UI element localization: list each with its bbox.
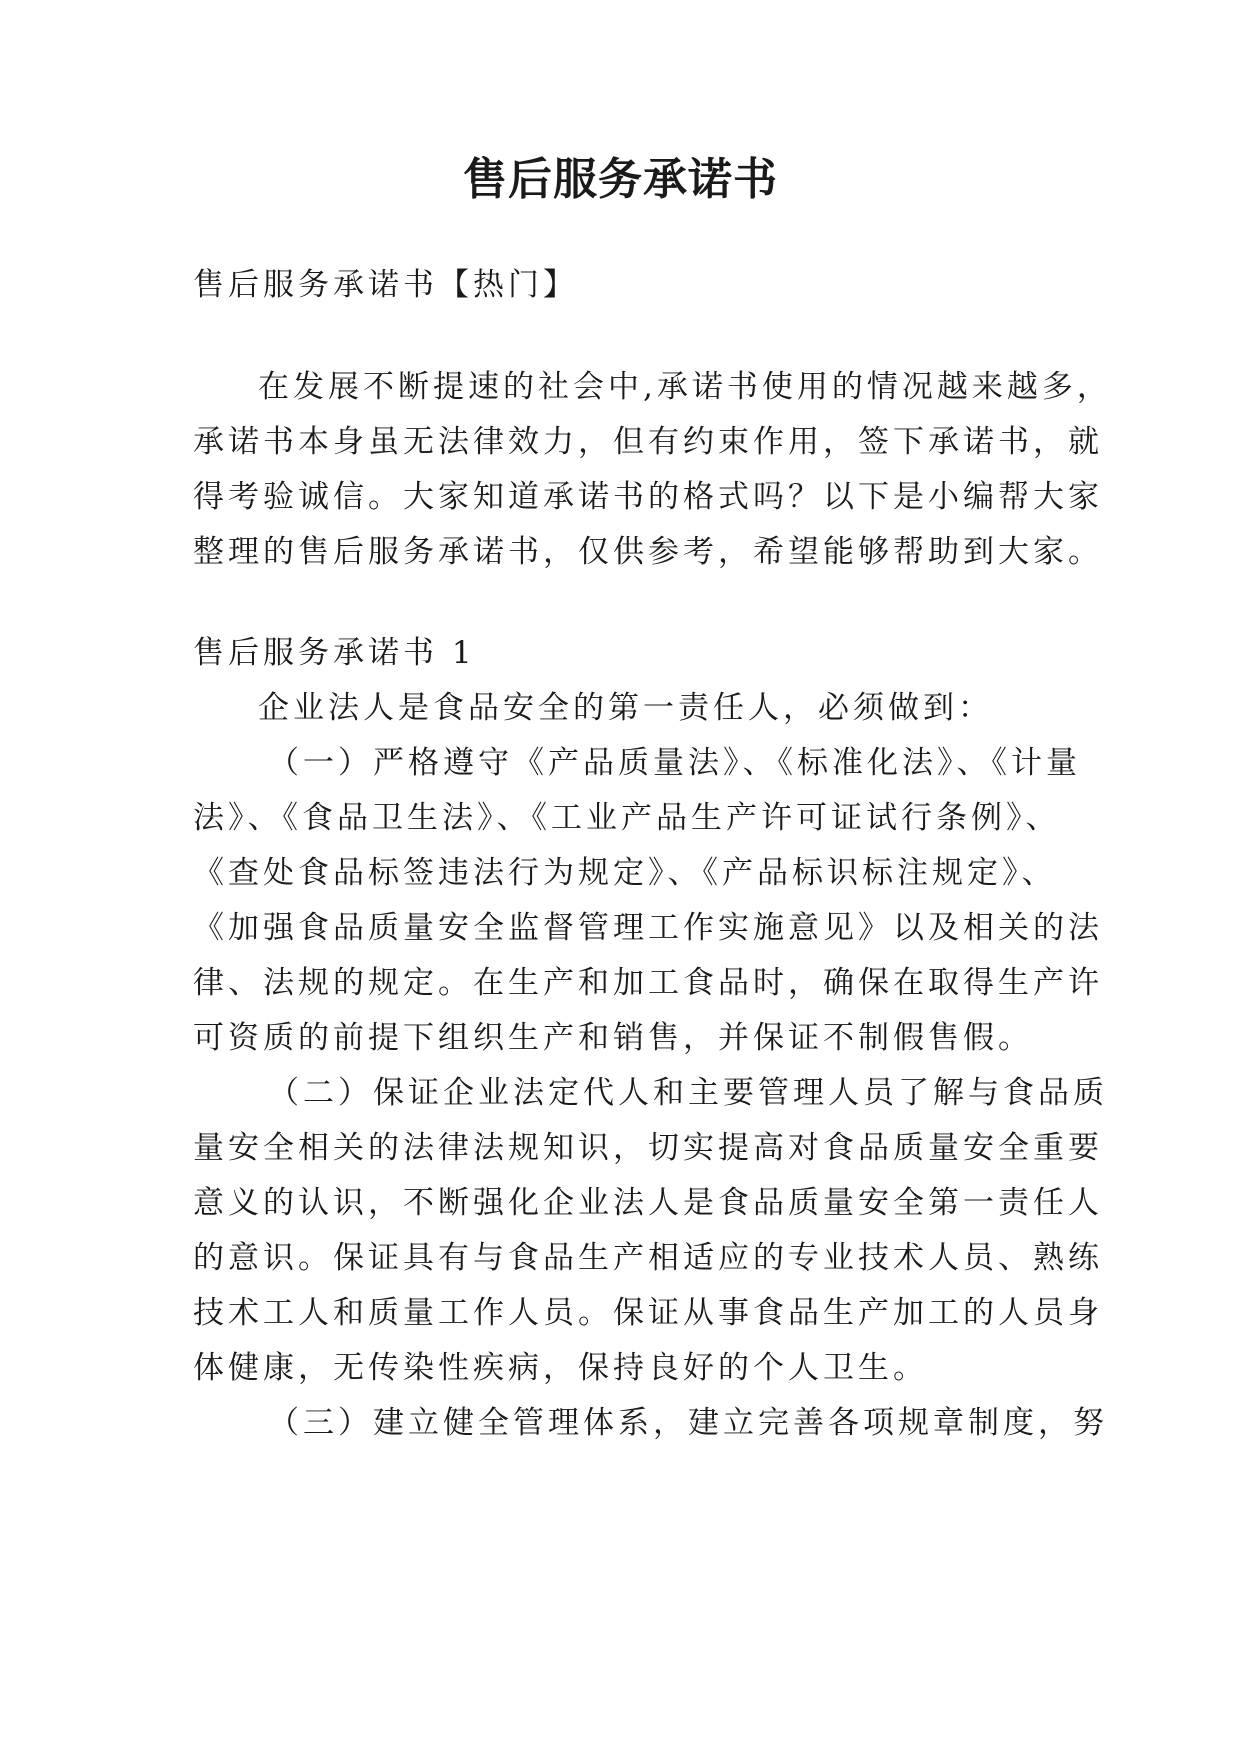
intro-line-2: 承诺书本身虽无法律效力，但有约束作用，签下承诺书，就 [193, 424, 1103, 460]
item1-line-3: 《查处食品标签违法行为规定》、《产品标识标注规定》、 [193, 855, 1057, 891]
item2-line-1: （二）保证企业法定代人和主要管理人员了解与食品质 [268, 1075, 1108, 1111]
item1-line-2: 法》、《食品卫生法》、《工业产品生产许可证试行条例》、 [193, 800, 1061, 836]
item1-line-4: 《加强食品质量安全监督管理工作实施意见》以及相关的法 [193, 910, 1103, 946]
document-subtitle: 售后服务承诺书【热门】 [193, 267, 578, 303]
item2-line-3: 意义的认识，不断强化企业法人是食品质量安全第一责任人 [193, 1185, 1103, 1221]
item2-line-6: 体健康，无传染性疾病，保持良好的个人卫生。 [193, 1350, 928, 1386]
lead-paragraph: 企业法人是食品安全的第一责任人，必须做到： [258, 690, 993, 726]
item1-line-5: 律、法规的规定。在生产和加工食品时，确保在取得生产许 [193, 965, 1103, 1001]
document-title: 售后服务承诺书 [463, 154, 778, 205]
intro-line-3: 得考验诚信。大家知道承诺书的格式吗？以下是小编帮大家 [193, 479, 1103, 515]
item1-line-1: （一）严格遵守《产品质量法》、《标准化法》、《计量 [268, 745, 1081, 781]
intro-line-4: 整理的售后服务承诺书，仅供参考，希望能够帮助到大家。 [193, 534, 1103, 570]
item2-line-5: 技术工人和质量工作人员。保证从事食品生产加工的人员身 [193, 1295, 1103, 1331]
item1-line-6: 可资质的前提下组织生产和销售，并保证不制假售假。 [193, 1020, 1033, 1056]
section-heading: 售后服务承诺书 1 [193, 635, 476, 671]
item2-line-4: 的意识。保证具有与食品生产相适应的专业技术人员、熟练 [193, 1240, 1103, 1276]
item2-line-2: 量安全相关的法律法规知识，切实提高对食品质量安全重要 [193, 1130, 1103, 1166]
item3-line-1: （三）建立健全管理体系，建立完善各项规章制度，努 [268, 1405, 1108, 1441]
intro-line-1: 在发展不断提速的社会中,承诺书使用的情况越来越多， [258, 369, 1112, 405]
